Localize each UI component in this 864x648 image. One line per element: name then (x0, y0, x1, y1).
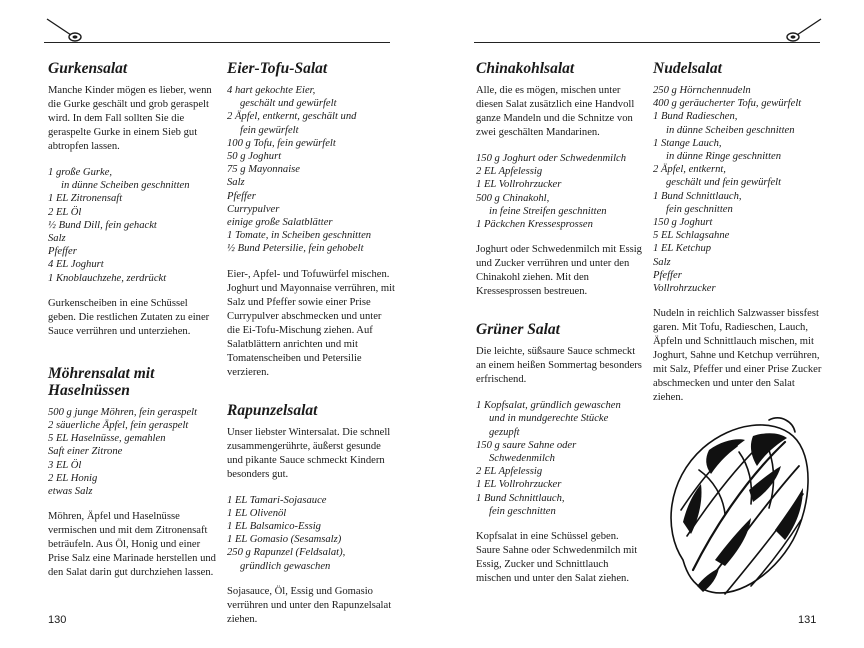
recipe-method: Joghurt oder Schwedenmilch mit Essig und Zucker verrühren und unter den Chinakohl ziehen. Mit den Kressesprossen bestreuen. (476, 244, 642, 298)
recipe-title: Eier-Tofu-Salat (227, 60, 328, 77)
recipe-method: Gurkenscheiben in eine Schüssel geben. Die restlichen Zutaten zu einer Sauce verrühren und unterziehen. (48, 297, 210, 337)
recipe-intro: Manche Kinder mögen es lieber, wenn die Gurke geschält und grob geraspelt wird. In dem Fall sollten Sie die geraspelte Gurke in einem Sieb gut abtropfen lassen. (48, 85, 212, 152)
recipe-intro: Unser liebster Wintersalat. Die schnell zusammengerührte, äußerst gesunde und pikante Sauce schmeckt Kindern besonders gut. (227, 426, 391, 480)
recipe-intro: Alle, die es mögen, mischen unter diesen Salat zusätzlich eine Handvoll ganze Mandeln und die Schnitze von zwei geschälten Mandarinen. (476, 85, 635, 138)
ingredient: 2 EL Öl (48, 206, 82, 218)
ingredient: 75 g Mayonnaise (227, 164, 300, 176)
ingredient: Saft einer Zitrone (48, 446, 123, 458)
lettuce-illustration (653, 410, 823, 610)
ingredient: gründlich gewaschen (240, 560, 331, 572)
ingredient: Currypulver (227, 203, 280, 215)
ingredient: Schwedenmilch (489, 453, 555, 465)
ingredient: 2 EL Honig (48, 472, 98, 484)
recipe-title: Chinakohlsalat (476, 60, 575, 77)
ingredient: 1 EL Zitronensaft (48, 193, 123, 205)
recipe-method: Eier-, Apfel- und Tofuwürfel mischen. Joghurt und Mayonnaise verrühren, mit Salz und Pfeffer sowie einer Prise Currypulver abschmecken und unter die Ei-Tofu-Mischung ziehen. Auf Salatblättern anrichten und mit Tomatenscheiben und Petersilie verzieren. (227, 268, 395, 378)
recipe-title: Nudelsalat (653, 60, 722, 77)
ingredient: 500 g Chinakohl, (476, 192, 550, 204)
recipe-method: Kopfsalat in eine Schüssel geben. Saure Sahne oder Schwedenmilch mit Essig, Zucker und Schnittlauch mischen und unter den Salat ziehen. (476, 531, 638, 585)
ingredient: 2 Äpfel, entkernt, geschält und (227, 111, 357, 123)
ingredient: 1 EL Vollrohrzucker (476, 179, 562, 191)
ingredient: Pfeffer (227, 190, 256, 202)
ingredient: 1 EL Balsamico-Essig (227, 521, 321, 533)
ingredient: 500 g junge Möhren, fein geraspelt (48, 406, 198, 418)
ingredient: 1 Bund Radieschen, (653, 111, 738, 123)
ingredient: 400 g geräucherter Tofu, gewürfelt (653, 98, 802, 110)
ingredient: 1 EL Ketchup (653, 243, 712, 255)
ingredient: 50 g Joghurt (227, 151, 282, 163)
header-rule (474, 42, 820, 43)
header-rule (44, 42, 390, 43)
ingredient: 1 Bund Schnittlauch, (653, 190, 742, 202)
ingredient: Pfeffer (48, 246, 77, 258)
ingredient: etwas Salz (48, 486, 93, 498)
ingredient: 2 säuerliche Äpfel, fein geraspelt (48, 420, 189, 432)
ingredient-list (227, 84, 395, 256)
right-column-1 (476, 56, 644, 598)
ingredient: 1 EL Vollrohrzucker (476, 479, 562, 491)
recipe-title: Gurkensalat (48, 60, 128, 77)
ingredient-list (227, 494, 395, 573)
ingredient: Salz (227, 177, 245, 189)
ingredient: 250 g Rapunzel (Feldsalat), (227, 547, 346, 559)
recipe-moehrensalat (48, 365, 216, 580)
ingredient: 1 EL Gomasio (Sesamsalz) (227, 534, 342, 546)
ingredient: Salz (48, 233, 66, 245)
ingredient: 1 Knoblauchzehe, zerdrückt (48, 272, 167, 284)
ingredient: gezupft (489, 426, 520, 438)
ingredient: 1 Bund Schnittlauch, (476, 492, 565, 504)
ingredient-list (653, 84, 823, 295)
left-column-1 (48, 56, 216, 592)
recipe-intro: Die leichte, süßsaure Sauce schmeckt an einem heißen Sommertag besonders erfrischend. (476, 346, 642, 386)
ingredient: 4 EL Joghurt (48, 259, 104, 271)
ingredient: 1 Päckchen Kressesprossen (476, 219, 593, 231)
ingredient: in feine Streifen geschnitten (489, 205, 607, 217)
ingredient-list (48, 406, 216, 498)
ingredient: ½ Bund Petersilie, fein gehobelt (227, 243, 364, 255)
ingredient: 150 g saure Sahne oder (476, 439, 577, 451)
recipe-rapunzelsalat (227, 402, 395, 627)
ingredient: 1 Stange Lauch, (653, 137, 722, 149)
ingredient: in dünne Scheiben geschnitten (666, 124, 795, 136)
recipe-method: Möhren, Äpfel und Haselnüsse vermischen und mit dem Zitronensaft beträufeln. Aus Öl, Honig und einer Prise Salz eine Marinade herstellen und den Salat darin gut durchziehen lassen. (48, 511, 216, 579)
ingredient: 5 EL Haselnüsse, gemahlen (48, 433, 166, 445)
ingredient-list (476, 152, 644, 231)
page-number: 131 (798, 614, 817, 626)
ingredient: 150 g Joghurt oder Schwedenmilch (476, 153, 627, 164)
ingredient: ½ Bund Dill, fein gehackt (48, 219, 157, 231)
right-column-2 (653, 56, 823, 417)
recipe-title: Möhrensalat mit Haselnüssen (48, 364, 155, 399)
recipe-gurkensalat (48, 60, 216, 339)
ingredient: 2 Äpfel, entkernt, (653, 164, 726, 176)
left-column-2 (227, 56, 395, 639)
recipe-chinakohlsalat (476, 60, 644, 299)
ingredient: geschält und gewürfelt (240, 98, 337, 110)
ingredient: fein geschnitten (489, 505, 556, 517)
ingredient: 250 g Hörnchennudeln (653, 85, 751, 96)
ingredient: 2 EL Apfelessig (476, 166, 543, 178)
ingredient: Pfeffer (653, 269, 682, 281)
ingredient: Vollrohrzucker (653, 283, 716, 295)
recipe-gruener-salat (476, 321, 644, 586)
recipe-nudelsalat (653, 60, 823, 405)
ingredient: 1 Kopfsalat, gründlich gewaschen (476, 400, 621, 412)
ingredient: 1 EL Tamari-Sojasauce (227, 494, 327, 506)
ingredient: und in mundgerechte Stücke (489, 413, 609, 425)
ingredient: geschält und fein gewürfelt (666, 177, 782, 189)
recipe-eier-tofu-salat (227, 60, 395, 380)
ingredient: 3 EL Öl (48, 459, 82, 471)
ingredient: 100 g Tofu, fein gewürfelt (227, 137, 336, 149)
ingredient: fein geschnitten (666, 203, 733, 215)
ingredient: 5 EL Schlagsahne (653, 230, 730, 242)
ingredient: 150 g Joghurt (653, 217, 713, 229)
ingredient: fein gewürfelt (240, 124, 299, 136)
recipe-title: Rapunzelsalat (227, 401, 318, 419)
ingredient-list (476, 399, 644, 518)
page-number: 130 (48, 614, 67, 626)
ingredient: Salz (653, 256, 671, 268)
ingredient: einige große Salatblätter (227, 217, 333, 229)
spoon-icon (44, 16, 84, 42)
ingredient: 1 große Gurke, (48, 167, 113, 178)
ingredient: 2 EL Apfelessig (476, 466, 543, 478)
right-page (432, 0, 864, 648)
recipe-method: Sojasauce, Öl, Essig und Gomasio verrühren und unter den Rapunzelsalat ziehen. (227, 585, 392, 625)
recipe-title: Grüner Salat (476, 321, 560, 339)
ingredient: 1 EL Olivenöl (227, 507, 287, 519)
ingredient-list (48, 166, 216, 285)
recipe-method: Nudeln in reichlich Salzwasser bissfest garen. Mit Tofu, Radieschen, Lauch, Äpfeln und Schnittlauch mischen, mit Joghurt, Sahne und Ketchup verrühren, mit Salz, Pfeffer und einer Prise Zucker abschmecken und unter den Salat ziehen. (653, 308, 822, 404)
spoon-icon (784, 16, 824, 42)
ingredient: 4 hart gekochte Eier, (227, 85, 316, 96)
ingredient: in dünne Ringe geschnitten (666, 151, 782, 163)
ingredient: 1 Tomate, in Scheiben geschnitten (227, 230, 372, 242)
ingredient: in dünne Scheiben geschnitten (61, 180, 190, 192)
